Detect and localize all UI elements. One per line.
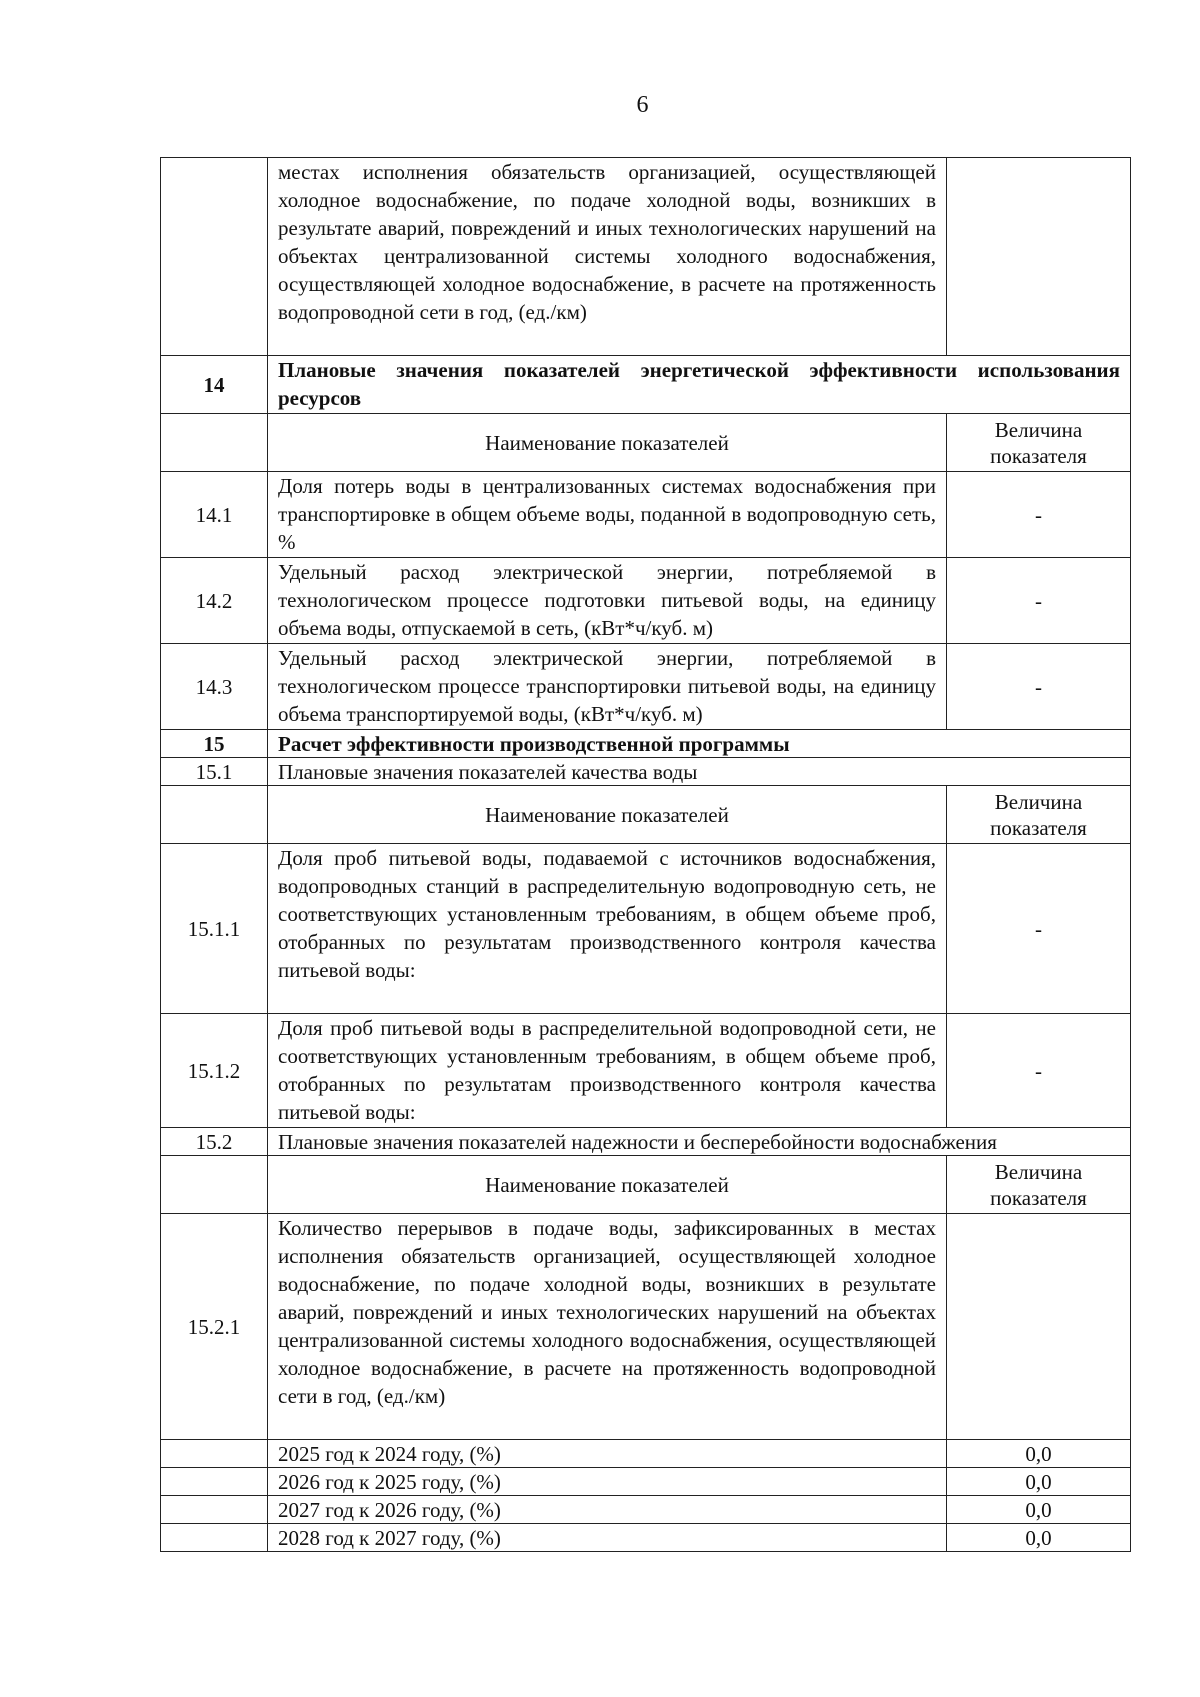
column-header-value: Величина показателя <box>947 786 1131 844</box>
table-cell-num <box>161 414 268 472</box>
indicators-table <box>160 157 1131 1552</box>
row-text: Доля потерь воды в централизованных системах водоснабжения при транспортировке в общем объеме воды, поданной в водопроводную сеть, % <box>268 472 947 558</box>
page-number: 6 <box>636 92 649 118</box>
column-header-name: Наименование показателей <box>268 414 947 472</box>
table-cell-num <box>161 1156 268 1214</box>
year-row-value: 0,0 <box>947 1440 1131 1468</box>
subsection-number: 15.2 <box>161 1128 268 1156</box>
section-number: 15 <box>161 730 268 758</box>
row-number: 14.2 <box>161 558 268 644</box>
row-value: - <box>947 644 1131 730</box>
year-row-value: 0,0 <box>947 1524 1131 1552</box>
year-row-value: 0,0 <box>947 1496 1131 1524</box>
row-value: - <box>947 558 1131 644</box>
row-text: Доля проб питьевой воды в распределительной водопроводной сети, не соответствующих установленным требованиям, в общем объеме проб, отобранных по результатам производственного контроля качества питьевой воды: <box>268 1014 947 1128</box>
row-value <box>947 1214 1131 1440</box>
row-number: 14.1 <box>161 472 268 558</box>
row-text: Количество перерывов в подаче воды, зафиксированных в местах исполнения обязательств организацией, осуществляющей холодное водоснабжение, по подаче холодной воды, возникших в результате аварий, повреждений и иных технологических нарушений на объектах централизованной системы холодного водоснабжения, осуществляющей холодное водоснабжение, в расчете на протяженность водопроводной сети в год, (ед./км) <box>268 1214 947 1440</box>
column-header-value: Величина показателя <box>947 414 1131 472</box>
row-number: 15.1.1 <box>161 844 268 1014</box>
row-text: Доля проб питьевой воды, подаваемой с источников водоснабжения, водопроводных станций в распределительную водопроводную сеть, не соответствующих установленным требованиям, в общем объеме проб, отобранных по результатам производственного контроля качества питьевой воды: <box>268 844 947 1014</box>
subsection-number: 15.1 <box>161 758 268 786</box>
table-cell-text: местах исполнения обязательств организацией, осуществляющей холодное водоснабжение, по подаче холодной воды, возникших в результате аварий, повреждений и иных технологических нарушений на объектах централизованной системы холодного водоснабжения, осуществляющей холодное водоснабжение, в расчете на протяженность водопроводной сети в год, (ед./км) <box>268 158 947 356</box>
section-title: Плановые значения показателей энергетической эффективности использования ресурсов <box>268 356 1131 414</box>
subsection-title: Плановые значения показателей качества воды <box>268 758 1131 786</box>
row-value: - <box>947 1014 1131 1128</box>
section-number: 14 <box>161 356 268 414</box>
year-row-value: 0,0 <box>947 1468 1131 1496</box>
table-cell-num <box>161 786 268 844</box>
year-row-text: 2028 год к 2027 году, (%) <box>268 1524 947 1552</box>
row-text: Удельный расход электрической энергии, потребляемой в технологическом процессе подготовки питьевой воды, на единицу объема воды, отпускаемой в сеть, (кВт*ч/куб. м) <box>268 558 947 644</box>
table-cell-value <box>947 158 1131 356</box>
row-number: 14.3 <box>161 644 268 730</box>
row-text: Удельный расход электрической энергии, потребляемой в технологическом процессе транспортировки питьевой воды, на единицу объема транспортируемой воды, (кВт*ч/куб. м) <box>268 644 947 730</box>
table-cell-num <box>161 158 268 356</box>
table-cell-num <box>161 1524 268 1552</box>
row-value: - <box>947 844 1131 1014</box>
year-row-text: 2027 год к 2026 году, (%) <box>268 1496 947 1524</box>
row-value: - <box>947 472 1131 558</box>
row-number: 15.2.1 <box>161 1214 268 1440</box>
row-number: 15.1.2 <box>161 1014 268 1128</box>
section-title: Расчет эффективности производственной программы <box>268 730 1131 758</box>
column-header-name: Наименование показателей <box>268 1156 947 1214</box>
subsection-title: Плановые значения показателей надежности и бесперебойности водоснабжения <box>268 1128 1131 1156</box>
table-cell-num <box>161 1496 268 1524</box>
column-header-name: Наименование показателей <box>268 786 947 844</box>
table-cell-num <box>161 1468 268 1496</box>
column-header-value: Величина показателя <box>947 1156 1131 1214</box>
year-row-text: 2025 год к 2024 году, (%) <box>268 1440 947 1468</box>
year-row-text: 2026 год к 2025 году, (%) <box>268 1468 947 1496</box>
table-cell-num <box>161 1440 268 1468</box>
